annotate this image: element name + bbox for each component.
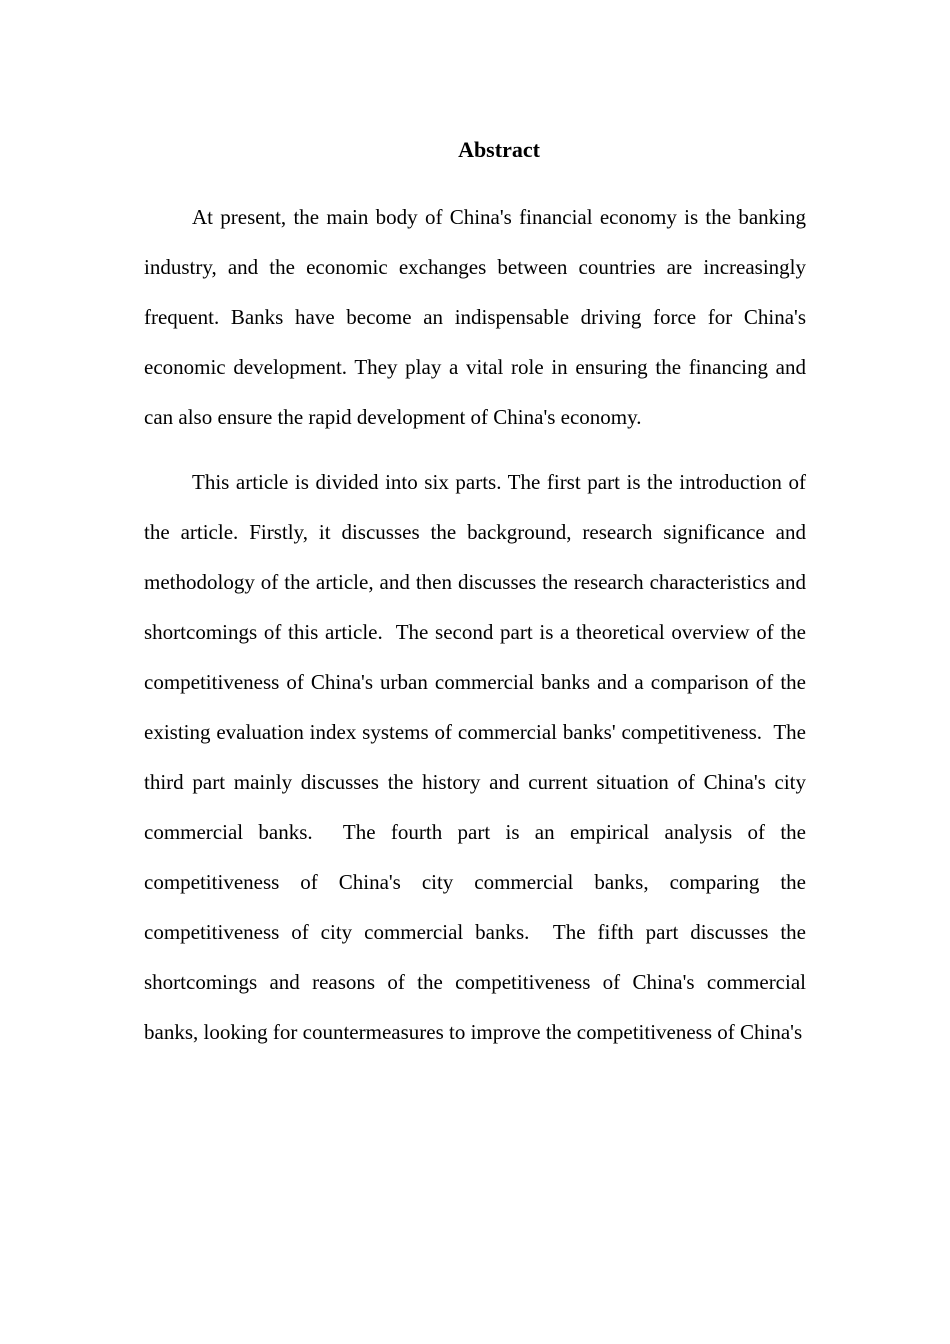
abstract-title: Abstract <box>458 137 540 162</box>
abstract-paragraph-2: This article is divided into six parts. The first part is the introduction of the article. Firstly, it discusses the background, research significance and methodology of the article, and then discusses the research characteristics and shortcomings of this article. The second part is a theoretical overview of the competitiveness of China's urban commercial banks and a comparison of the existing evaluation index systems of commercial banks' competitiveness. The third part mainly discusses the history and current situation of China's city commercial banks. The fourth part is an empirical analysis of the competitiveness of China's city commercial banks, comparing the competitiveness of city commercial banks. The fifth part discusses the shortcomings and reasons of the competitiveness of China's commercial banks, looking for countermeasures to improve the competitiveness of China's <box>144 470 812 1044</box>
document-body <box>144 130 812 1072</box>
abstract-paragraph-1: At present, the main body of China's financial economy is the banking industry, and the economic exchanges between countries are increasingly frequent. Banks have become an indispensable driving force for China's economic development. They play a vital role in ensuring the financing and can also ensure the rapid development of China's economy. <box>144 205 812 429</box>
